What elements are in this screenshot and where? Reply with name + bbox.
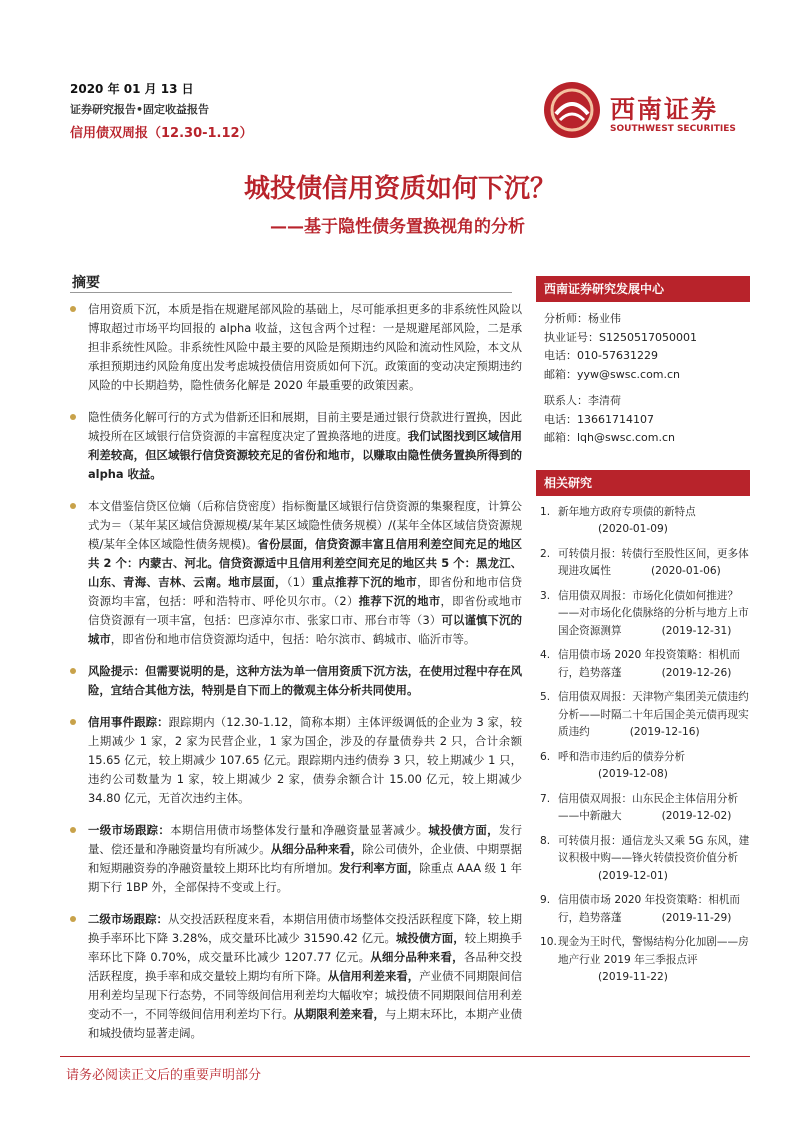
related-item-date: (2020-01-09): [598, 523, 668, 535]
logo-name-cn: 西南证券: [610, 95, 719, 124]
related-item-date: (2019-11-22): [598, 971, 668, 983]
analyst-name: 分析师：杨业伟: [544, 312, 621, 325]
analyst-phone: 电话：010-57631229: [544, 349, 658, 362]
bullet-icon: [70, 916, 76, 922]
abstract-paragraph: [88, 497, 522, 649]
related-item-date: (2019-11-29): [661, 911, 732, 924]
related-item-number: 2.: [540, 547, 551, 560]
report-series: 信用债双周报（12.30-1.12）: [70, 126, 253, 141]
report-subtitle: ——基于隐性债务置换视角的分析: [270, 217, 525, 237]
contact-email[interactable]: 邮箱：lqh@swsc.com.cn: [544, 431, 676, 444]
bullet-icon: [70, 503, 76, 509]
related-item-number: 5.: [540, 691, 551, 703]
logo-name-en: SOUTHWEST SECURITIES: [610, 124, 736, 134]
logo-emblem-icon: [542, 80, 602, 140]
related-item-date: (2019-12-02): [661, 810, 732, 822]
bullet-icon: [70, 414, 76, 420]
related-research-list: [536, 496, 750, 987]
company-logo: [542, 80, 742, 142]
related-item-title: 信用债双周报：天津物产集团美元债违约分析——时隔二十年后国企美元债再现实质违约: [558, 691, 749, 738]
related-item-number: 3.: [540, 589, 551, 602]
footer-divider: [60, 1056, 750, 1057]
related-research-title: 相关研究: [536, 470, 750, 496]
para-text: 二级市场跟踪：从交投活跃程度来看，本期信用债市场整体交投活跃程度下降，较上期换手率环比下降 3.28%，成交量环比减少 31590.42 亿元。城投债方面，较上期换手率环比下降 0.70%，成交量环比减少 1207.77 亿元。从细分品种来看，各品种交投活跃程度，换手率和成交量较上期均有所下降。从信用利差来看，产业债不同期限间信用利差均呈现下行态势，不同等级间信用利差均大幅收窄；城投债不同期限间信用利差变动不一，不同等级间信用利差均下行。从期限利差来看，与上期末环比，本期产业债和城投债均显著走阔。: [88, 912, 522, 1040]
sidebar: [536, 276, 750, 994]
para-text: 本文借鉴信贷区位熵（后称信贷密度）指标衡量区域银行信贷资源的集聚程度，计算公式为＝（某年某区域信贷源规模/某年某区域隐性债务规模）/(某年全体区域信贷资源规模/某年全体区域隐性债务规模)。省份层面，信贷资源丰富且信用利差空间充足的地区共 2 个：内蒙古、河北。信贷资源适中且信用利差空间充足的地区共 5 个：黑龙江、山东、青海、吉林、云南。地市层面，（1）重点推荐下沉的地市，即省份和地市信贷资源均丰富，包括：呼和浩特市、呼伦贝尔市。（2）推荐下沉的地市，即省份或地市信贷资源有一项丰富，包括：巴彦淖尔市、张家口市、邢台市等（3）可以谨慎下沉的城市，即省份和地市信贷资源均适中，包括：哈尔滨市、鹤城市、临沂市等。: [88, 499, 522, 646]
para-text: 风险提示：但需要说明的是，这种方法为单一信用资质下沉方法，在使用过程中存在风险，宜结合其他方法，特别是自下而上的微观主体分析共同使用。: [88, 664, 522, 697]
related-item-title: 信用债市场 2020 年投资策略：相机而行，趋势落蓬: [558, 894, 741, 924]
bullet-icon: [70, 719, 76, 725]
research-center-title: 西南证券研究发展中心: [536, 276, 750, 302]
abstract-paragraph: [88, 910, 522, 1043]
related-research-item[interactable]: [536, 647, 750, 682]
related-item-date: (2019-12-31): [661, 624, 732, 637]
abstract-body: [88, 300, 522, 1056]
related-item-title: 现金为王时代，警惕结构分化加剧——房地产行业 2019 年三季报点评: [558, 936, 749, 966]
abstract-paragraph: [88, 662, 522, 700]
analyst-license: 执业证号：S1250517050001: [544, 330, 697, 344]
analyst-email[interactable]: 邮箱：yyw@swsc.com.cn: [544, 367, 681, 381]
related-research-item[interactable]: [536, 546, 750, 581]
report-date: 2020 年 01 月 13 日: [70, 82, 194, 96]
related-item-title: 信用债市场 2020 年投资策略：相机而行，趋势落蓬: [558, 649, 741, 679]
related-item-title: 可转债月报：通信龙头又乘 5G 东风，建议积极中购——锋火转债投资价值分析: [558, 834, 750, 864]
related-research-item[interactable]: [536, 934, 750, 987]
related-item-number: 9.: [540, 894, 551, 906]
abstract-paragraph: [88, 821, 522, 897]
related-item-number: 8.: [540, 834, 551, 847]
bullet-icon: [70, 668, 76, 674]
bullet-icon: [70, 306, 76, 312]
para-text: 一级市场跟踪：本期信用债市场整体发行量和净融资量显著减少。城投债方面，发行量、偿还量和净融资量均有所减少。从细分品种来看，除公司债外，企业债、中期票据和短期融资券的净融资量较上期环比均有所增加。发行利率方面，除重点 AAA 级 1 年期下行 1BP 外，全部保持不变或上行。: [88, 823, 522, 894]
related-item-title: 信用债双周报：山东民企主体信用分析——中新融大: [558, 792, 739, 822]
related-item-number: 1.: [540, 505, 551, 518]
related-item-number: 4.: [540, 649, 551, 661]
related-item-title: 信用债双周报：市场化化债如何推进？——对市场化化债脉络的分析与地方上市国企资源测算: [558, 589, 749, 637]
related-research-item[interactable]: [536, 892, 750, 927]
report-category: 证券研究报告•固定收益报告: [70, 103, 210, 116]
related-research-item[interactable]: [536, 588, 750, 641]
contact-phone: 电话：13661714107: [544, 412, 654, 426]
report-header: [70, 80, 253, 141]
related-research-item[interactable]: [536, 791, 750, 826]
abstract-heading: 摘要: [72, 275, 100, 291]
para-text: 信用资质下沉，本质是指在规避尾部风险的基础上，尽可能承担更多的非系统性风险以博取超过市场平均回报的 alpha 收益，这包含两个过程：一是规避尾部风险，二是承担非系统性风险。非系统性风险中最主要的风险是预期违约风险和流动性风险，本文从承担预期违约风险角度出发考虑城投债信用资质如何下沉。政策面的变动决定预期违约风险的中长期趋势，隐性债务化解是 2020 年最重要的政策因素。: [88, 302, 522, 392]
related-research-item[interactable]: [536, 833, 750, 886]
contact-name: 联系人：李清荷: [544, 394, 621, 407]
report-title: 城投债信用资质如何下沉？: [243, 174, 556, 204]
disclaimer-footer: 请务必阅读正文后的重要声明部分: [66, 1068, 262, 1083]
abstract-divider: [70, 292, 512, 293]
related-item-title: 可转债月报：转债行至股性区间，更多体现进攻属性: [558, 547, 749, 577]
para-text: 信用事件跟踪：跟踪期内（12.30-1.12，简称本期）主体评级调低的企业为 3 家，较上期减少 1 家，2 家为民营企业，1 家为国企，涉及的存量债券共 2 只，合计余额 15.65 亿元，较上期减少 107.65 亿元。跟踪期内违约债券 3 只，较上期减少 1 只，违约公司数量为 1 家，较上期减少 2 家，债券余额合计 15.00 亿元，较上期减少 34.80 亿元，无首次违约主体。: [88, 715, 522, 805]
related-research-item[interactable]: [536, 749, 750, 784]
related-item-date: (2019-12-26): [661, 666, 732, 679]
bullet-icon: [70, 827, 76, 833]
related-item-date: (2019-12-01): [598, 869, 668, 882]
para-text: 隐性债务化解可行的方式为借新还旧和展期，目前主要是通过银行贷款进行置换，因此城投所在区域银行信贷资源的丰富程度决定了置换落地的进度。我们试图找到区域信用利差较高，但区域银行信贷资源较充足的省份和地市，以赚取由隐性债务置换所得到的 alpha 收益。: [88, 410, 522, 481]
related-research-item[interactable]: [536, 504, 750, 539]
related-item-date: (2019-12-08): [598, 768, 668, 780]
related-item-number: 7.: [540, 792, 551, 805]
analyst-contact: [536, 302, 750, 448]
related-item-number: 10.: [540, 936, 557, 948]
related-item-title: 新年地方政府专项债的新特点: [558, 505, 696, 518]
related-item-title: 呼和浩市违约后的债券分析: [558, 750, 686, 763]
abstract-paragraph: [88, 713, 522, 808]
related-item-number: 6.: [540, 750, 551, 763]
abstract-paragraph: [88, 408, 522, 484]
related-research-item[interactable]: [536, 689, 750, 742]
abstract-paragraph: [88, 300, 522, 395]
related-item-date: (2020-01-06): [650, 565, 721, 577]
related-item-date: (2019-12-16): [629, 726, 700, 738]
